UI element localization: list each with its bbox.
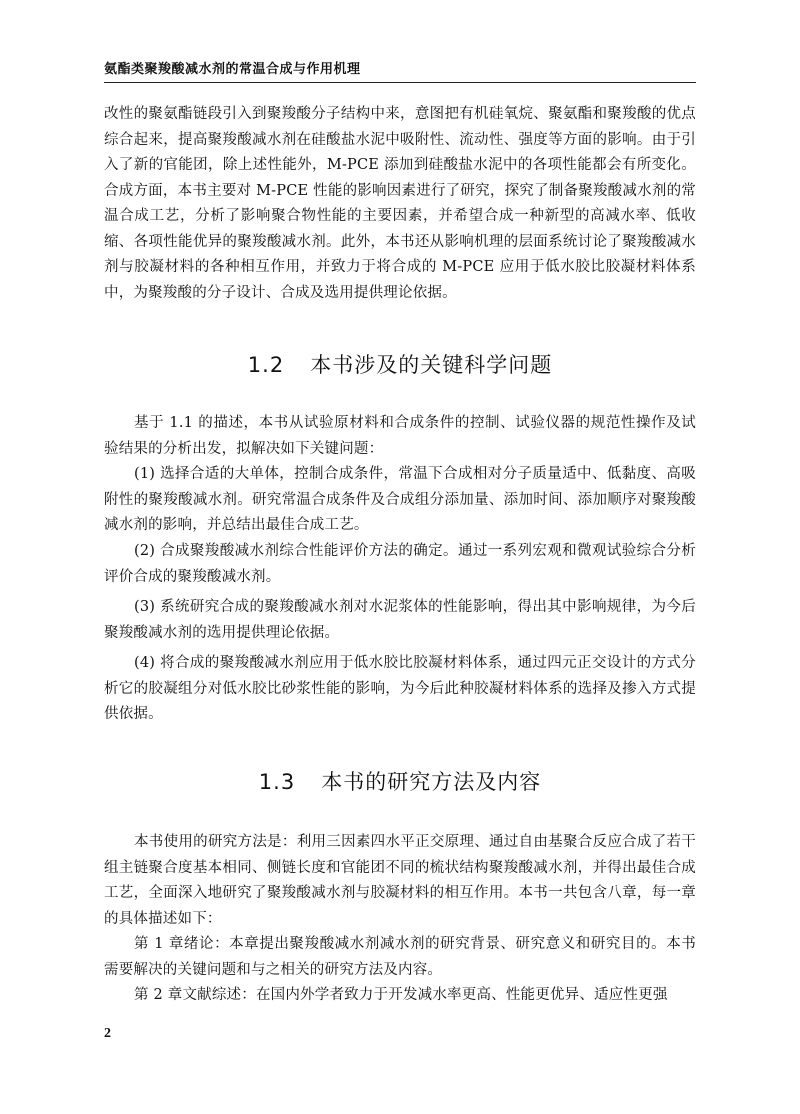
list-item: (1) 选择合适的大单体，控制合成条件，常温下合成相对分子质量适中、低黏度、高吸附性的聚羧酸减水剂。研究常温合成条件及合成组分添加量、添加时间、添加顺序对聚羧酸减水剂的影响，并总结出最佳合成工艺。: [104, 466, 696, 533]
section-heading-1-2: [0, 349, 800, 379]
header-rule: [104, 82, 696, 83]
paragraph: 本书使用的研究方法是：利用三因素四水平正交原理、通过自由基聚合反应合成了若干组主链聚合度基本相同、侧链长度和官能团不同的梳状结构聚羧酸减水剂，并得出最佳合成工艺，全面深入地研究了聚羧酸减水剂与胶凝材料的相互作用。本书一共包含八章，每一章的具体描述如下：: [104, 834, 696, 927]
section-number: 1.2: [247, 353, 285, 377]
intro-paragraph: 改性的聚氨酯链段引入到聚羧酸分子结构中来，意图把有机硅氧烷、聚氨酯和聚羧酸的优点综合起来，提高聚羧酸减水剂在硅酸盐水泥中吸附性、流动性、强度等方面的影响。由于引入了新的官能团，除上述性能外，M-PCE 添加到硅酸盐水泥中的各项性能都会有所变化。合成方面，本书主要对 M-PCE 性能的影响因素进行了研究，探究了制备聚羧酸减水剂的常温合成工艺，分析了影响聚合物性能的主要因素，并希望合成一种新型的高减水率、低收缩、各项性能优异的聚羧酸减水剂。此外，本书还从影响机理的层面系统讨论了聚羧酸减水剂与胶凝材料的各种相互作用，并致力于将合成的 M-PCE 应用于低水胶比胶凝材料体系中，为聚羧酸的分子设计、合成及选用提供理论依据。: [104, 106, 696, 301]
list-item: (4) 将合成的聚羧酸减水剂应用于低水胶比胶凝材料体系，通过四元正交设计的方式分析它的胶凝组分对低水胶比砂浆性能的影响，为今后此种胶凝材料体系的选择及掺入方式提供依据。: [104, 655, 696, 722]
paragraph: 第 1 章绪论：本章提出聚羧酸减水剂减水剂的研究背景、研究意义和研究目的。本书需要解决的关键问题和与之相关的研究方法及内容。: [104, 936, 696, 978]
section-number: 1.3: [258, 770, 296, 794]
page-number: 2: [104, 1026, 111, 1041]
section-heading-1-3: [0, 766, 800, 796]
paragraph: 基于 1.1 的描述，本书从试验原材料和合成条件的控制、试验仪器的规范性操作及试验结果的分析出发，拟解决如下关键问题：: [104, 415, 696, 457]
section-title: 本书涉及的关键科学问题: [310, 353, 553, 377]
paragraph: 第 2 章文献综述：在国内外学者致力于开发减水率更高、性能更优异、适应性更强: [134, 987, 668, 1003]
running-header: 氨酯类聚羧酸减水剂的常温合成与作用机理: [104, 62, 361, 77]
list-item: (2) 合成聚羧酸减水剂综合性能评价方法的确定。通过一系列宏观和微观试验综合分析评价合成的聚羧酸减水剂。: [104, 543, 696, 585]
section-title: 本书的研究方法及内容: [321, 770, 542, 794]
list-item: (3) 系统研究合成的聚羧酸减水剂对水泥浆体的性能影响，得出其中影响规律，为今后聚羧酸减水剂的选用提供理论依据。: [104, 599, 696, 641]
